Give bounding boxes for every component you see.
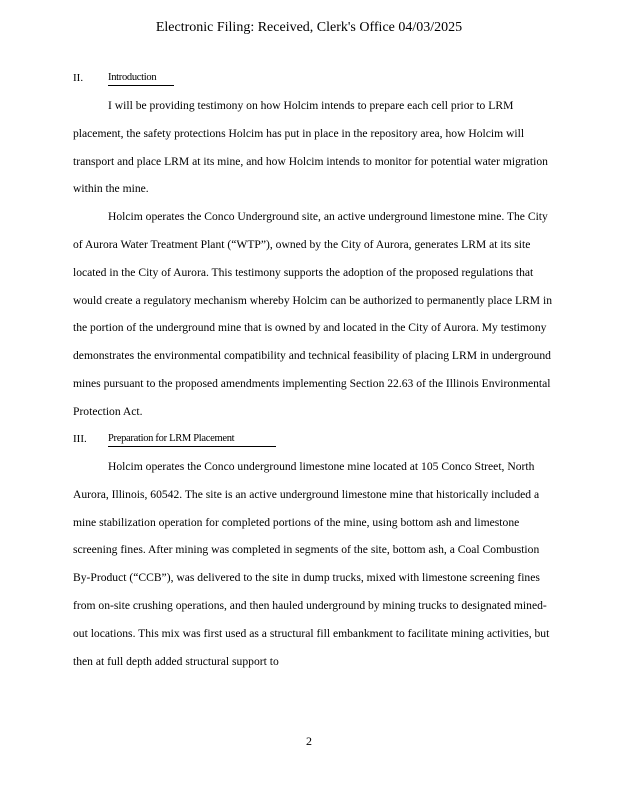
section-title: Preparation for LRM Placement — [108, 433, 235, 444]
paragraph: I will be providing testimony on how Holcim intends to prepare each cell prior to LRM placement, the safety protections Holcim has put in place in the repository area, how Holcim will transport and place LRM at its mine, and how Holcim intends to monitor for potential water migration within the mine. — [73, 99, 548, 196]
electronic-filing-header: Electronic Filing: Received, Clerk's Office 04/03/2025 — [155, 20, 463, 35]
section-number: II. — [73, 72, 84, 84]
section-heading — [73, 431, 553, 451]
section-heading — [73, 70, 553, 90]
section-title-underline — [108, 85, 174, 86]
paragraph: Holcim operates the Conco Underground site, an active underground limestone mine. The City of Aurora Water Treatment Plant (“WTP”), owned by the City of Aurora, generates LRM at its site located in the City of Aurora. This testimony supports the adoption of the proposed regulations that would create a regulatory mechanism whereby Holcim can be authorized to permanently place LRM in the portion of the underground mine that is owned by and located in the City of Aurora. My testimony demonstrates the environmental compatibility and technical feasibility of placing LRM in underground mines pursuant to the proposed amendments implementing Section 22.63 of the Illinois Environmental Protection Act. — [73, 210, 553, 418]
paragraph: Holcim operates the Conco underground limestone mine located at 105 Conco Street, North Aurora, Illinois, 60542. The site is an active underground limestone mine that historically included a mine stabilization operation for completed portions of the mine, using bottom ash and limestone screening fines. After mining was completed in segments of the site, bottom ash, a Coal Combustion By-Product (“CCB”), was delivered to the site in dump trucks, mixed with limestone screening fines from on-site crushing operations, and then hauled underground by mining trucks to designated mined-out locations. This mix was first used as a structural fill embankment to facilitate mining activities, but then at full depth added structural support to — [73, 460, 550, 668]
section-title-underline — [108, 446, 276, 447]
section-title: Introduction — [108, 72, 157, 83]
page-number: 2 — [306, 734, 312, 748]
section-preparation — [73, 431, 553, 675]
section-introduction — [73, 70, 553, 426]
section-number: III. — [73, 433, 87, 445]
